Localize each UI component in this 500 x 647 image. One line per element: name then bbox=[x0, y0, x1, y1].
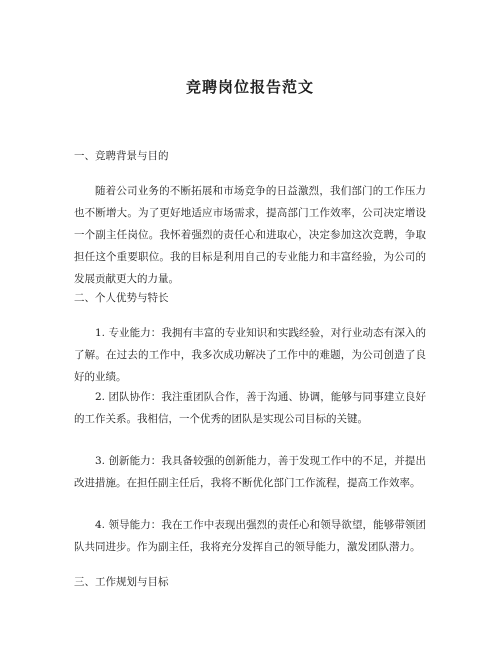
strength-item-leadership: 4. 领导能力：我在工作中表现出强烈的责任心和领导欲望，能够带领团队共同进步。作为副主任，我将充分发挥自己的领导能力，激发团队潜力。 bbox=[74, 519, 426, 553]
section-heading-background: 一、竞聘背景与目的 bbox=[74, 150, 169, 162]
section-paragraph-background: 随着公司业务的不断拓展和市场竞争的日益激烈，我们部门的工作压力也不断增大。为了更好地适应市场需求，提高部门工作效率，公司决定增设一个副主任岗位。我怀着强烈的责任心和进取心，决定参加这次竞聘，争取担任这个重要职位。我的目标是利用自己的专业能力和丰富经验，为公司的发展贡献更大的力量。 bbox=[74, 185, 426, 285]
strength-item-innovation: 3. 创新能力：我具备较强的创新能力，善于发现工作中的不足，并提出改进措施。在担任副主任后，我将不断优化部门工作流程，提高工作效率。 bbox=[74, 455, 426, 489]
page-title: 竞聘岗位报告范文 bbox=[185, 78, 314, 96]
section-heading-work-plan: 三、工作规划与目标 bbox=[74, 576, 169, 588]
strength-item-teamwork: 2. 团队协作：我注重团队合作，善于沟通、协调，能够与同事建立良好的工作关系。我相信，一个优秀的团队是实现公司目标的关键。 bbox=[74, 391, 426, 425]
strength-item-professional: 1. 专业能力：我拥有丰富的专业知识和实践经验，对行业动态有深入的了解。在过去的工作中，我多次成功解决了工作中的难题，为公司创造了良好的业绩。 bbox=[74, 327, 426, 383]
section-heading-strengths: 二、个人优势与特长 bbox=[74, 292, 169, 304]
